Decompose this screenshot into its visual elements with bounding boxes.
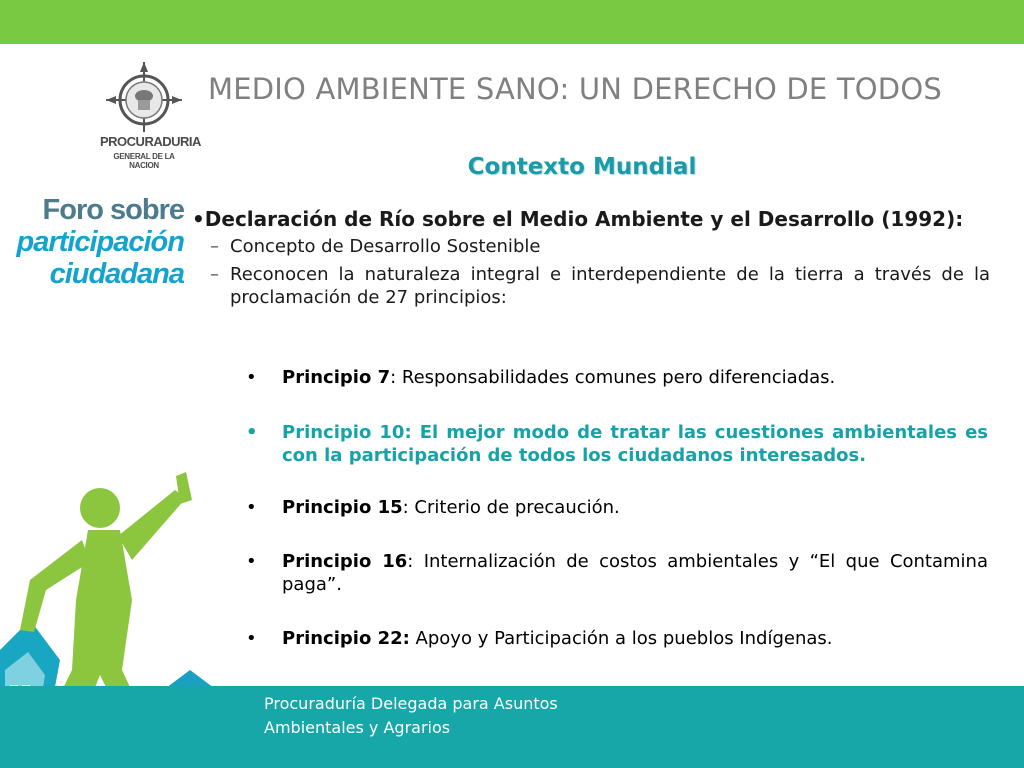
top-banner (0, 0, 1024, 44)
principle-item-highlighted (246, 421, 988, 467)
subtitle-text: Contexto Mundial (467, 154, 697, 180)
forum-line-1: Foro sobre (42, 194, 184, 226)
forum-title (6, 194, 184, 290)
forum-line-2: participación (16, 226, 184, 258)
principle-item (246, 366, 988, 389)
principle-text: Apoyo y Participación a los pueblos Indígenas. (409, 628, 833, 649)
principle-item (246, 550, 988, 596)
principle-text: : Criterio de precaución. (402, 497, 620, 518)
sub-item (192, 263, 990, 309)
principle-text: : Responsabilidades comunes pero diferenciadas. (390, 367, 836, 388)
principle-label: Principio 16 (282, 551, 408, 572)
bullet-icon: • (246, 422, 258, 443)
dash-icon: – (210, 264, 219, 285)
bullet-icon: • (246, 628, 257, 649)
bullet-icon: • (246, 367, 257, 388)
footer-line-1: Procuraduría Delegada para Asuntos (264, 694, 558, 713)
principle-label: Principio 10: El mejor modo de tratar las cuestiones ambientales es con la participación de todos los ciudadanos interesados. (282, 422, 988, 466)
sub-item (192, 235, 990, 258)
principle-item (246, 627, 988, 650)
principle-label: Principio 15 (282, 497, 403, 518)
footer-text (264, 692, 684, 740)
main-content (192, 207, 990, 314)
forum-line-3: ciudadana (49, 258, 184, 290)
section-subtitle (0, 154, 1024, 180)
dash-icon: – (210, 236, 219, 257)
principle-label: Principio 7 (282, 367, 391, 388)
principle-text: : Internalización de costos ambientales y “El que Contamina paga”. (282, 551, 988, 595)
seal-icon (100, 60, 188, 134)
principle-label: Principio 22: (282, 628, 410, 649)
bullet-icon: • (246, 497, 257, 518)
footer-line-2: Ambientales y Agrarios (264, 718, 451, 737)
main-bullet: •Declaración de Río sobre el Medio Ambiente y el Desarrollo (1992): (192, 207, 964, 231)
bullet-icon: • (246, 551, 257, 572)
logo-line-1: PROCURADURIA (100, 134, 201, 149)
logo-line-2: GENERAL DE LA NACION (113, 152, 175, 170)
sub-item-text: Concepto de Desarrollo Sostenible (230, 236, 541, 257)
principle-item (246, 496, 988, 519)
sub-list (192, 235, 990, 309)
sub-item-text: Reconocen la naturaleza integral e interdependiente de la tierra a través de la proclamación de 27 principios: (230, 264, 990, 308)
page-title: MEDIO AMBIENTE SANO: UN DERECHO DE TODOS (208, 72, 942, 106)
procuraduria-logo (100, 60, 201, 170)
